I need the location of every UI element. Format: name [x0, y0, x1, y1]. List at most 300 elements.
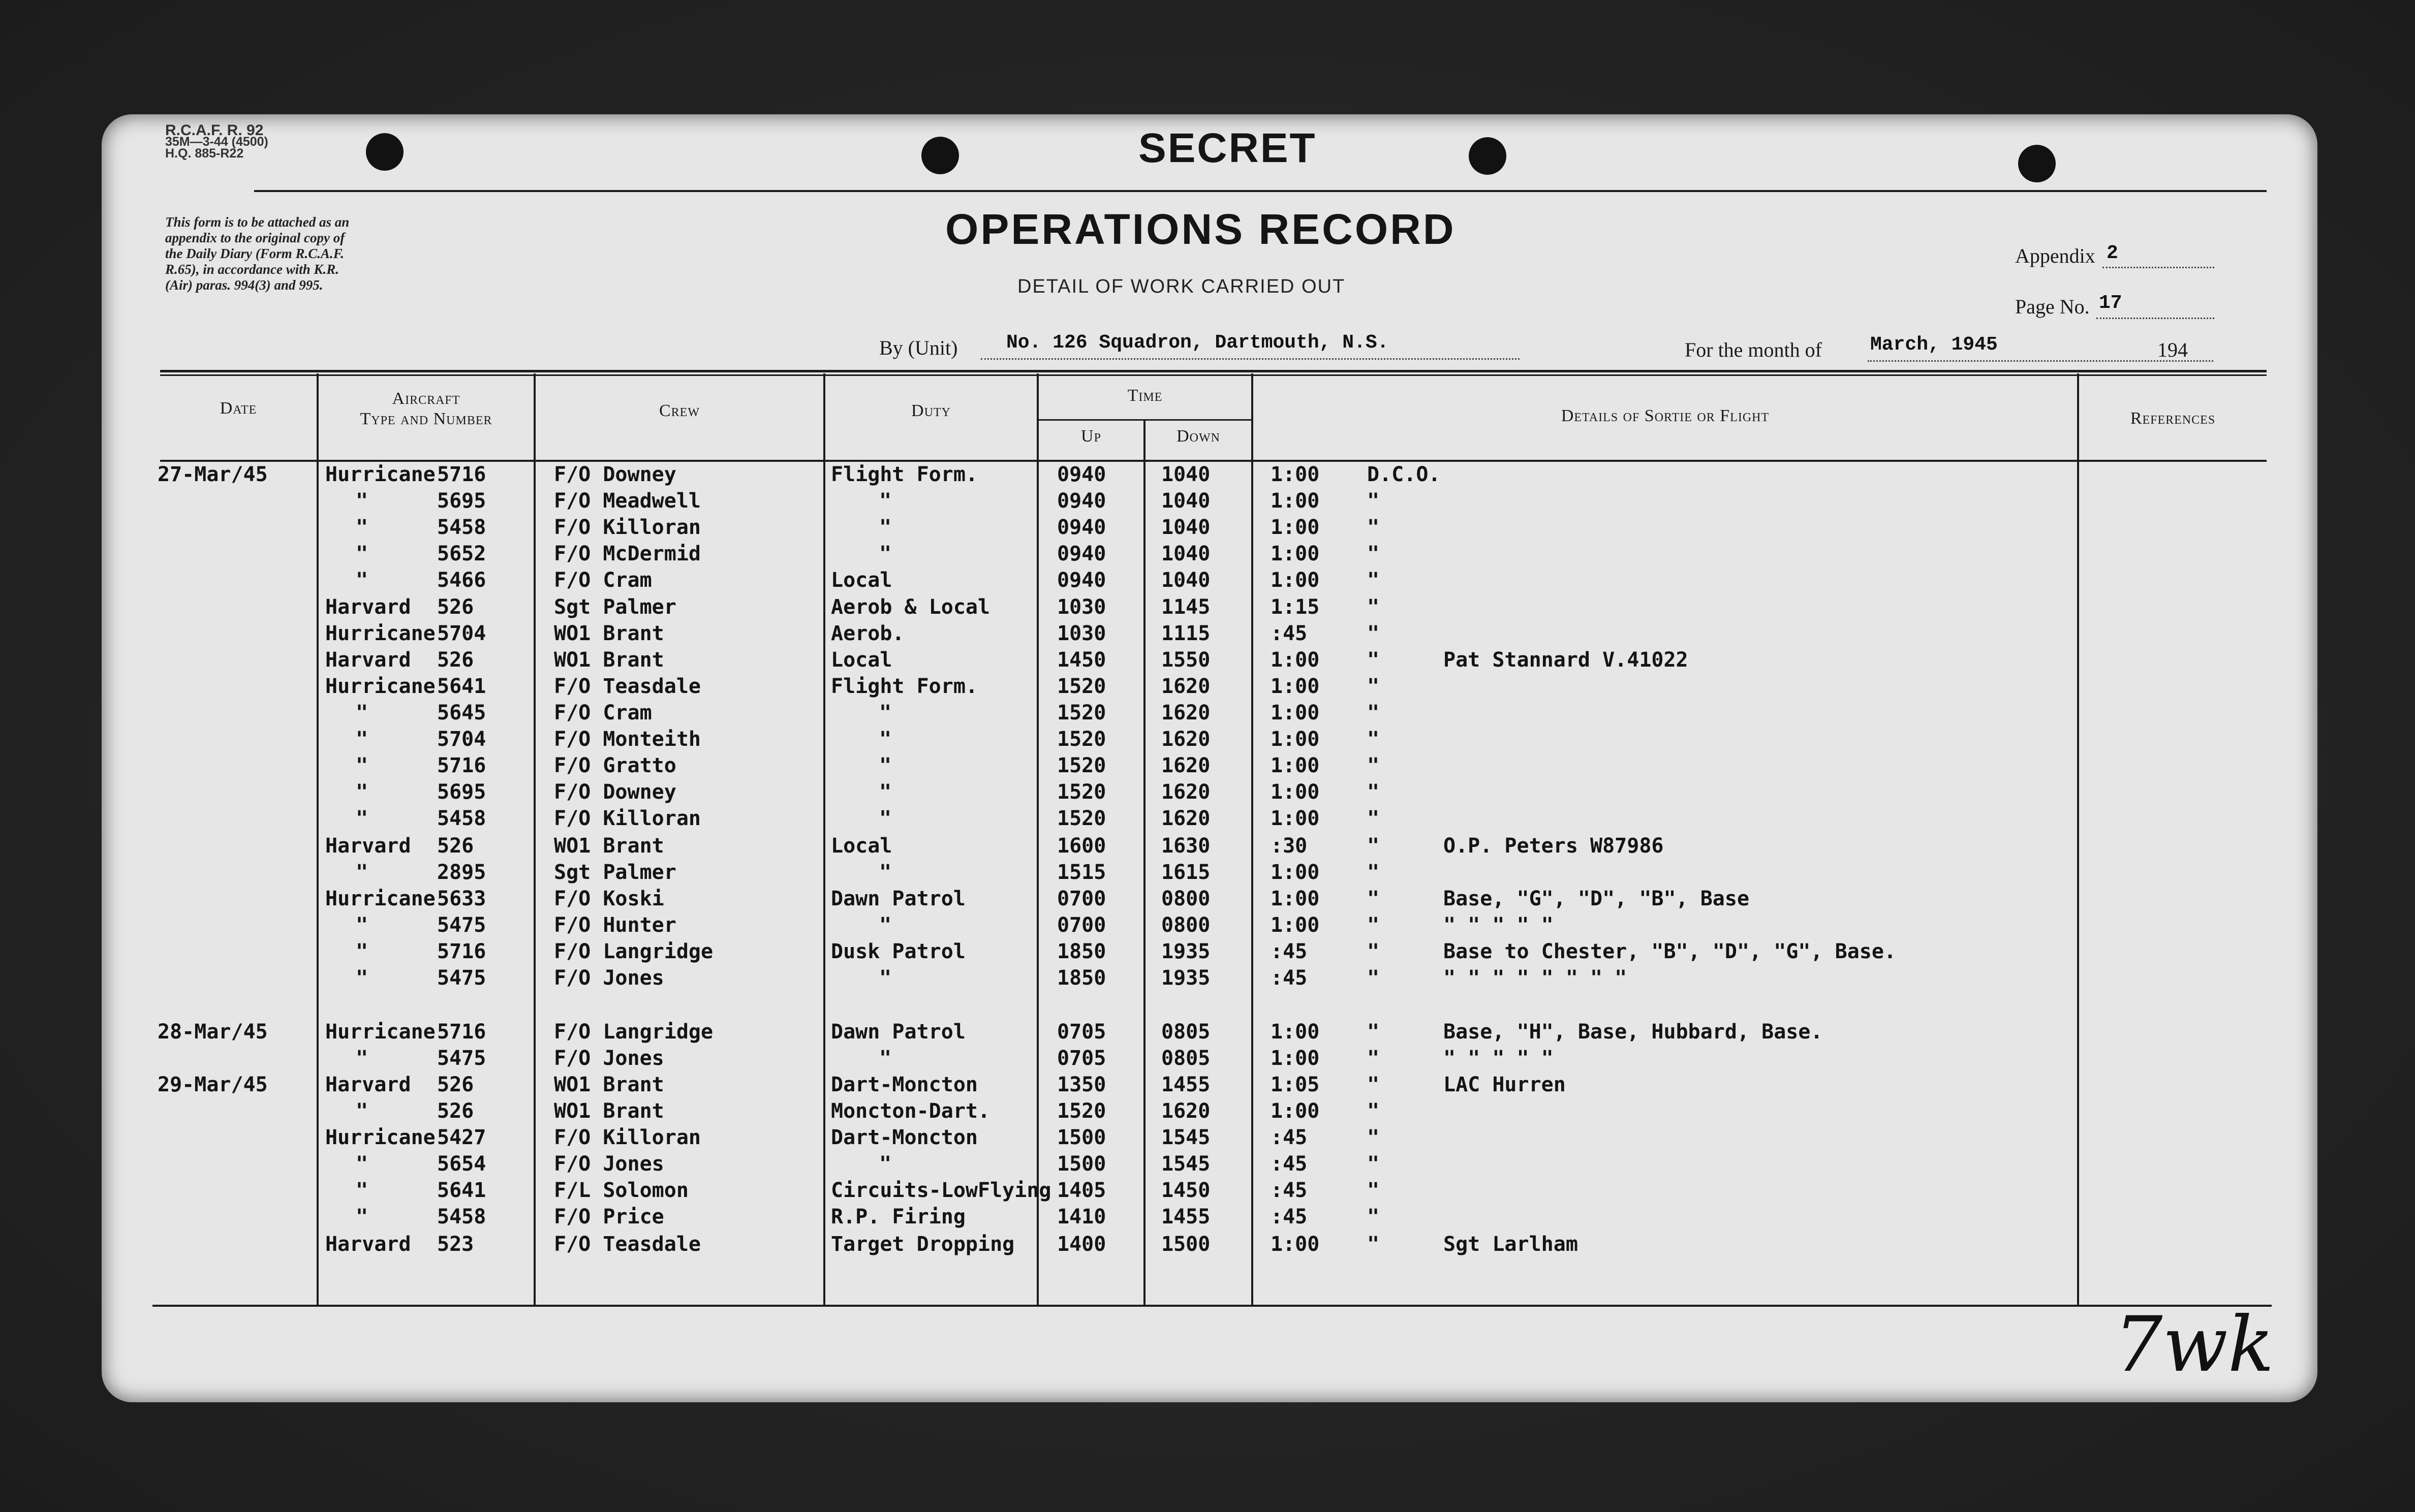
row-duty: Local	[831, 834, 892, 858]
month-value: March, 1945	[1870, 334, 1998, 356]
row-number: 2895	[437, 861, 486, 884]
row-type: Harvard	[325, 648, 411, 672]
row-down: 1620	[1161, 675, 1211, 698]
row-up: 0700	[1057, 914, 1106, 937]
row-hrs: 1:00	[1271, 569, 1320, 592]
row-hrs: 1:15	[1271, 595, 1320, 619]
row-crew: F/O Teasdale	[554, 1233, 701, 1256]
row-duty: "	[879, 914, 892, 937]
row-number: 526	[437, 1099, 474, 1123]
row-duty: "	[879, 1047, 892, 1070]
col-down: Down	[1176, 427, 1220, 446]
row-duty: Aerob.	[831, 622, 905, 645]
row-number: 5466	[437, 569, 486, 592]
form-id-line: R.C.A.F. R. 92	[165, 122, 264, 139]
row-hrs: :30	[1271, 834, 1308, 858]
row-duty: "	[879, 542, 892, 565]
row-down: 1545	[1161, 1152, 1211, 1176]
row-crew: F/O Langridge	[554, 940, 714, 963]
row-number: 5427	[437, 1126, 486, 1149]
row-type: Hurricane	[325, 463, 436, 486]
row-crew: F/O Killoran	[554, 807, 701, 830]
row-crew: WO1 Brant	[554, 1099, 664, 1123]
row-up: 1450	[1057, 648, 1106, 672]
row-type: "	[356, 1179, 368, 1202]
unit-value: No. 126 Squadron, Dartmouth, N.S.	[1006, 332, 1389, 354]
row-number: 5475	[437, 966, 486, 990]
row-number: 5652	[437, 542, 486, 565]
row-duty: Target Dropping	[831, 1233, 1015, 1256]
row-duty: Local	[831, 569, 892, 592]
row-type: Hurricane	[325, 1126, 436, 1149]
row-mark: "	[1367, 1099, 1380, 1123]
row-up: 1520	[1057, 754, 1106, 777]
row-number: 5704	[437, 728, 486, 751]
row-crew: F/O Langridge	[554, 1020, 714, 1044]
row-type: "	[356, 516, 368, 539]
row-up: 1520	[1057, 701, 1106, 724]
row-type: "	[356, 914, 368, 937]
unit-line	[981, 358, 1520, 360]
row-mark: "	[1367, 1233, 1380, 1256]
table-header-rule	[160, 460, 2267, 462]
row-date: 27-Mar/45	[158, 463, 268, 486]
row-crew: WO1 Brant	[554, 1073, 664, 1096]
row-number: 5716	[437, 754, 486, 777]
col-details: Details of Sortie or Flight	[1561, 406, 1770, 425]
column-divider	[1037, 373, 1039, 1306]
year-suffix: 194	[2157, 338, 2188, 361]
row-crew: F/O Teasdale	[554, 675, 701, 698]
row-type: "	[356, 1099, 368, 1123]
row-up: 0940	[1057, 489, 1106, 513]
row-crew: F/O Downey	[554, 780, 676, 804]
row-crew: F/O Killoran	[554, 1126, 701, 1149]
row-mark: "	[1367, 516, 1380, 539]
row-up: 0940	[1057, 542, 1106, 565]
row-type: "	[356, 861, 368, 884]
row-mark: "	[1367, 595, 1380, 619]
row-hrs: 1:00	[1271, 648, 1320, 672]
classification-stamp: SECRET	[1138, 125, 1317, 171]
row-number: 5704	[437, 622, 486, 645]
row-up: 1520	[1057, 780, 1106, 804]
row-hrs: 1:00	[1271, 1099, 1320, 1123]
row-details: LAC Hurren	[1443, 1073, 1566, 1096]
row-crew: F/L Solomon	[554, 1179, 689, 1202]
row-down: 1630	[1161, 834, 1211, 858]
row-mark: "	[1367, 675, 1380, 698]
page-title: OPERATIONS RECORD	[945, 205, 1456, 253]
row-type: "	[356, 940, 368, 963]
col-crew: Crew	[659, 401, 700, 420]
row-duty: "	[879, 754, 892, 777]
col-up: Up	[1081, 427, 1101, 446]
row-mark: "	[1367, 1179, 1380, 1202]
row-mark: "	[1367, 728, 1380, 751]
row-down: 1040	[1161, 489, 1211, 513]
punch-hole	[366, 133, 404, 171]
row-up: 1500	[1057, 1152, 1106, 1176]
form-note-line: the Daily Diary (Form R.C.A.F.	[165, 246, 345, 261]
table-top-rule	[160, 370, 2267, 372]
row-up: 1350	[1057, 1073, 1106, 1096]
row-mark: "	[1367, 1152, 1380, 1176]
row-type: "	[356, 701, 368, 724]
row-hrs: :45	[1271, 622, 1308, 645]
row-crew: Sgt Palmer	[554, 595, 676, 619]
row-number: 5645	[437, 701, 486, 724]
row-mark: "	[1367, 1073, 1380, 1096]
row-down: 1040	[1161, 542, 1211, 565]
row-duty: "	[879, 780, 892, 804]
row-duty: "	[879, 701, 892, 724]
row-mark: "	[1367, 914, 1380, 937]
row-down: 1115	[1161, 622, 1211, 645]
row-down: 1455	[1161, 1205, 1211, 1228]
form-id	[165, 124, 268, 160]
row-duty: "	[879, 516, 892, 539]
row-down: 1620	[1161, 728, 1211, 751]
row-number: 5716	[437, 463, 486, 486]
row-duty: "	[879, 1152, 892, 1176]
col-aircraft	[319, 389, 534, 429]
row-hrs: 1:00	[1271, 675, 1320, 698]
month-label: For the month of	[1685, 338, 1822, 361]
row-mark: "	[1367, 834, 1380, 858]
punch-hole	[921, 137, 959, 174]
row-hrs: 1:00	[1271, 807, 1320, 830]
row-duty: R.P. Firing	[831, 1205, 966, 1228]
row-number: 526	[437, 648, 474, 672]
form-note-line: (Air) paras. 994(3) and 995.	[165, 277, 323, 293]
row-crew: F/O McDermid	[554, 542, 701, 565]
row-crew: F/O Killoran	[554, 516, 701, 539]
row-up: 0940	[1057, 463, 1106, 486]
row-down: 1620	[1161, 780, 1211, 804]
row-down: 1620	[1161, 807, 1211, 830]
row-hrs: 1:00	[1271, 1233, 1320, 1256]
row-duty: Dawn Patrol	[831, 887, 966, 910]
row-number: 5475	[437, 1047, 486, 1070]
row-number: 526	[437, 595, 474, 619]
row-crew: F/O Gratto	[554, 754, 676, 777]
row-duty: Flight Form.	[831, 675, 978, 698]
appendix-label: Appendix	[2015, 244, 2095, 267]
row-type: Harvard	[325, 834, 411, 858]
row-mark: "	[1367, 542, 1380, 565]
row-mark: "	[1367, 1047, 1380, 1070]
row-type: "	[356, 1152, 368, 1176]
row-duty: Dart-Moncton	[831, 1073, 978, 1096]
row-mark: "	[1367, 569, 1380, 592]
row-down: 1145	[1161, 595, 1211, 619]
row-number: 526	[437, 1073, 474, 1096]
row-mark: "	[1367, 1020, 1380, 1044]
row-down: 1935	[1161, 966, 1211, 990]
row-hrs: :45	[1271, 1126, 1308, 1149]
row-mark: "	[1367, 966, 1380, 990]
row-hrs: :45	[1271, 1205, 1308, 1228]
row-details: " " " " "	[1443, 1047, 1554, 1070]
row-crew: F/O Cram	[554, 701, 652, 724]
row-up: 1520	[1057, 675, 1106, 698]
row-hrs: :45	[1271, 1179, 1308, 1202]
row-number: 526	[437, 834, 474, 858]
row-type: "	[356, 542, 368, 565]
column-divider	[2077, 373, 2079, 1306]
form-note-line: This form is to be attached as an	[165, 214, 350, 230]
row-down: 1615	[1161, 861, 1211, 884]
row-type: "	[356, 1205, 368, 1228]
row-crew: F/O Jones	[554, 966, 664, 990]
row-number: 5695	[437, 489, 486, 513]
row-mark: "	[1367, 622, 1380, 645]
row-number: 5641	[437, 1179, 486, 1202]
row-mark: "	[1367, 701, 1380, 724]
row-down: 0800	[1161, 887, 1211, 910]
row-up: 0705	[1057, 1020, 1106, 1044]
form-note-line: R.65), in accordance with K.R.	[165, 262, 339, 277]
row-duty: "	[879, 861, 892, 884]
row-duty: Dawn Patrol	[831, 1020, 966, 1044]
row-up: 0940	[1057, 516, 1106, 539]
row-details: Base to Chester, "B", "D", "G", Base.	[1443, 940, 1897, 963]
row-down: 0805	[1161, 1047, 1211, 1070]
row-number: 5716	[437, 1020, 486, 1044]
row-number: 5654	[437, 1152, 486, 1176]
row-number: 5458	[437, 1205, 486, 1228]
row-type: "	[356, 780, 368, 804]
row-hrs: 1:00	[1271, 489, 1320, 513]
operations-record-card	[102, 114, 2317, 1402]
row-crew: F/O Cram	[554, 569, 652, 592]
row-duty: "	[879, 489, 892, 513]
row-down: 1455	[1161, 1073, 1211, 1096]
punch-hole	[1469, 137, 1506, 175]
row-duty: "	[879, 807, 892, 830]
row-mark: "	[1367, 940, 1380, 963]
row-hrs: 1:00	[1271, 887, 1320, 910]
row-up: 1500	[1057, 1126, 1106, 1149]
row-mark: "	[1367, 1205, 1380, 1228]
table-bottom-rule	[152, 1305, 2272, 1307]
row-up: 1405	[1057, 1179, 1106, 1202]
row-duty: Circuits-LowFlying	[831, 1179, 1051, 1202]
row-number: 523	[437, 1233, 474, 1256]
row-mark: "	[1367, 754, 1380, 777]
row-up: 1520	[1057, 807, 1106, 830]
row-details: " " " " " " " "	[1443, 966, 1627, 990]
row-up: 1600	[1057, 834, 1106, 858]
column-divider	[534, 373, 536, 1306]
row-duty: "	[879, 728, 892, 751]
row-type: Hurricane	[325, 675, 436, 698]
row-details: " " " " "	[1443, 914, 1554, 937]
row-details: Pat Stannard V.41022	[1443, 648, 1688, 672]
row-crew: Sgt Palmer	[554, 861, 676, 884]
column-divider	[1251, 373, 1253, 1306]
form-note	[165, 214, 349, 293]
row-up: 1400	[1057, 1233, 1106, 1256]
row-down: 1620	[1161, 1099, 1211, 1123]
row-up: 1410	[1057, 1205, 1106, 1228]
row-type: Harvard	[325, 1233, 411, 1256]
form-id-line: 35M—3-44 (4500)	[165, 135, 268, 149]
row-type: Hurricane	[325, 1020, 436, 1044]
page-label: Page No.	[2015, 295, 2090, 318]
row-details: Sgt Larlham	[1443, 1233, 1578, 1256]
row-type: "	[356, 569, 368, 592]
page-subtitle: DETAIL OF WORK CARRIED OUT	[1017, 276, 1346, 297]
row-crew: F/O Jones	[554, 1047, 664, 1070]
punch-hole	[2018, 145, 2056, 182]
row-hrs: 1:00	[1271, 542, 1320, 565]
row-hrs: :45	[1271, 940, 1308, 963]
month-line	[1868, 360, 2213, 362]
row-up: 0705	[1057, 1047, 1106, 1070]
row-crew: F/O Jones	[554, 1152, 664, 1176]
row-hrs: 1:00	[1271, 728, 1320, 751]
page-value: 17	[2099, 292, 2122, 314]
row-up: 1030	[1057, 622, 1106, 645]
row-hrs: 1:00	[1271, 861, 1320, 884]
row-up: 1850	[1057, 966, 1106, 990]
row-up: 1520	[1057, 1099, 1106, 1123]
table-top-rule	[160, 374, 2267, 376]
row-details: O.P. Peters W87986	[1443, 834, 1664, 858]
row-up: 1030	[1057, 595, 1106, 619]
row-type: "	[356, 754, 368, 777]
row-up: 1515	[1057, 861, 1106, 884]
column-divider	[823, 373, 825, 1306]
col-aircraft-line2: Type and Number	[360, 410, 492, 428]
row-hrs: :45	[1271, 966, 1308, 990]
row-number: 5458	[437, 516, 486, 539]
row-details: Base, "G", "D", "B", Base	[1443, 887, 1750, 910]
row-hrs: :45	[1271, 1152, 1308, 1176]
row-up: 0700	[1057, 887, 1106, 910]
col-duty: Duty	[911, 401, 951, 420]
row-number: 5475	[437, 914, 486, 937]
row-down: 1620	[1161, 754, 1211, 777]
row-hrs: 1:05	[1271, 1073, 1320, 1096]
row-hrs: 1:00	[1271, 780, 1320, 804]
row-type: Hurricane	[325, 622, 436, 645]
appendix-line	[2102, 267, 2214, 268]
row-down: 1450	[1161, 1179, 1211, 1202]
row-crew: F/O Meadwell	[554, 489, 701, 513]
handwritten-mark: 7wk	[2114, 1301, 2274, 1389]
row-down: 1040	[1161, 463, 1211, 486]
row-duty: Local	[831, 648, 892, 672]
row-duty: Moncton-Dart.	[831, 1099, 990, 1123]
row-mark: "	[1367, 887, 1380, 910]
row-number: 5716	[437, 940, 486, 963]
row-hrs: 1:00	[1271, 701, 1320, 724]
col-date: Date	[220, 399, 257, 418]
row-duty: Dusk Patrol	[831, 940, 966, 963]
row-type: "	[356, 966, 368, 990]
appendix-value: 2	[2107, 242, 2118, 264]
col-aircraft-line1: Aircraft	[392, 389, 460, 408]
row-type: "	[356, 1047, 368, 1070]
row-duty: Aerob & Local	[831, 595, 990, 619]
row-down: 0800	[1161, 914, 1211, 937]
row-mark: "	[1367, 780, 1380, 804]
row-type: "	[356, 807, 368, 830]
row-crew: F/O Monteith	[554, 728, 701, 751]
row-mark: "	[1367, 1126, 1380, 1149]
row-hrs: 1:00	[1271, 516, 1320, 539]
page-line	[2096, 318, 2214, 319]
row-mark: "	[1367, 489, 1380, 513]
row-down: 1545	[1161, 1126, 1211, 1149]
row-crew: F/O Price	[554, 1205, 664, 1228]
column-divider	[1143, 419, 1145, 1306]
row-hrs: 1:00	[1271, 754, 1320, 777]
row-mark: "	[1367, 861, 1380, 884]
row-date: 29-Mar/45	[158, 1073, 268, 1096]
row-down: 1620	[1161, 701, 1211, 724]
row-number: 5458	[437, 807, 486, 830]
row-up: 1850	[1057, 940, 1106, 963]
row-down: 1500	[1161, 1233, 1211, 1256]
row-type: Hurricane	[325, 887, 436, 910]
row-up: 0940	[1057, 569, 1106, 592]
row-number: 5641	[437, 675, 486, 698]
row-hrs: 1:00	[1271, 463, 1320, 486]
col-references: References	[2130, 409, 2216, 428]
unit-label: By (Unit)	[879, 336, 958, 359]
row-down: 1040	[1161, 516, 1211, 539]
row-mark: "	[1367, 807, 1380, 830]
row-details: Base, "H", Base, Hubbard, Base.	[1443, 1020, 1823, 1044]
row-number: 5695	[437, 780, 486, 804]
row-down: 1040	[1161, 569, 1211, 592]
row-crew: F/O Downey	[554, 463, 676, 486]
row-type: "	[356, 728, 368, 751]
row-crew: WO1 Brant	[554, 834, 664, 858]
col-time: Time	[1127, 386, 1163, 405]
row-crew: F/O Hunter	[554, 914, 676, 937]
row-number: 5633	[437, 887, 486, 910]
row-date: 28-Mar/45	[158, 1020, 268, 1044]
row-type: Harvard	[325, 1073, 411, 1096]
row-duty: "	[879, 966, 892, 990]
row-type: "	[356, 489, 368, 513]
row-down: 0805	[1161, 1020, 1211, 1044]
row-crew: WO1 Brant	[554, 622, 664, 645]
row-mark: D.C.O.	[1367, 463, 1441, 486]
row-hrs: 1:00	[1271, 914, 1320, 937]
row-up: 1520	[1057, 728, 1106, 751]
row-duty: Flight Form.	[831, 463, 978, 486]
row-hrs: 1:00	[1271, 1047, 1320, 1070]
row-duty: Dart-Moncton	[831, 1126, 978, 1149]
row-hrs: 1:00	[1271, 1020, 1320, 1044]
row-crew: F/O Koski	[554, 887, 664, 910]
row-down: 1935	[1161, 940, 1211, 963]
row-type: Harvard	[325, 595, 411, 619]
row-crew: WO1 Brant	[554, 648, 664, 672]
form-note-line: appendix to the original copy of	[165, 230, 345, 245]
row-down: 1550	[1161, 648, 1211, 672]
column-divider	[317, 373, 319, 1306]
form-id-line: H.Q. 885-R22	[165, 146, 244, 161]
row-mark: "	[1367, 648, 1380, 672]
header-rule	[254, 190, 2267, 192]
